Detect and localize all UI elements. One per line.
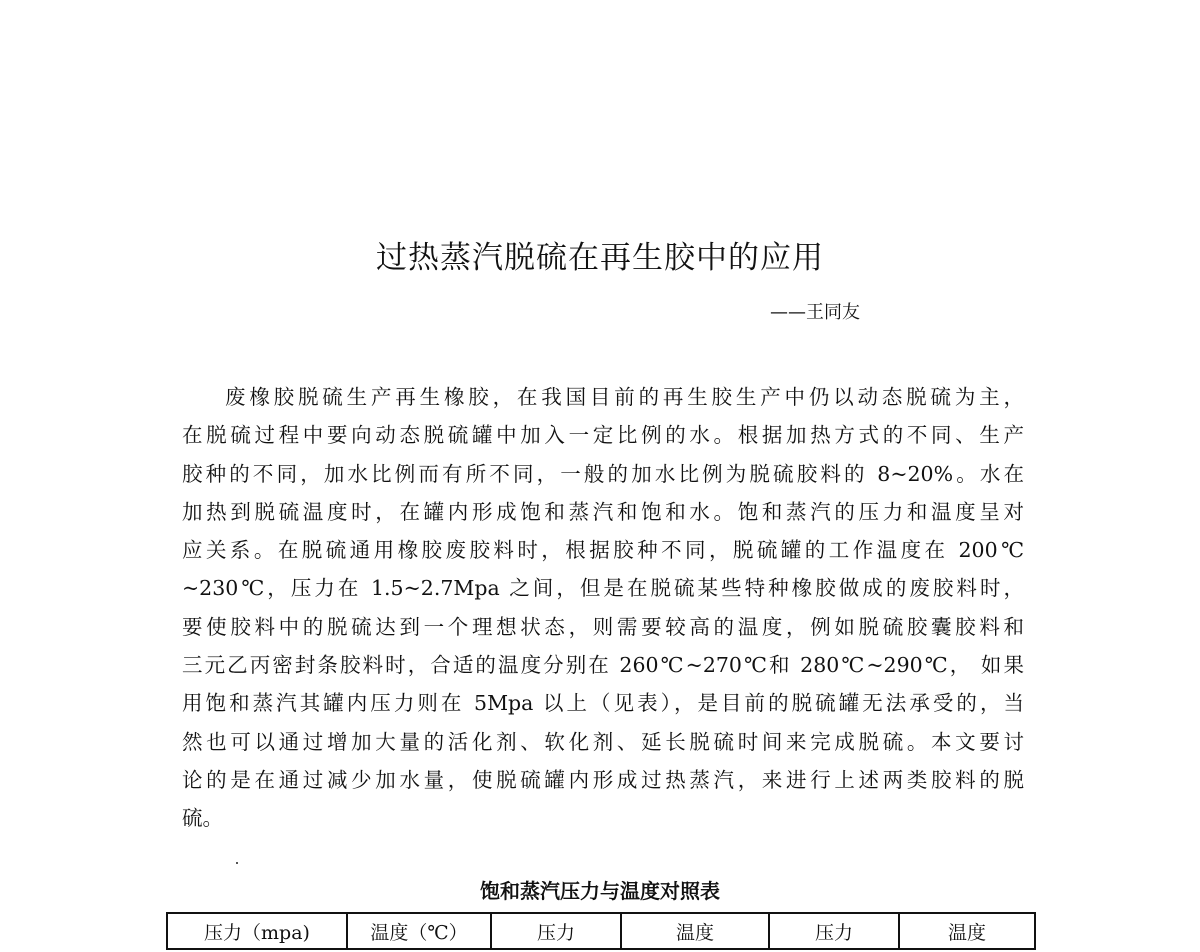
table-header-row [167, 913, 1035, 949]
document-title: 过热蒸汽脱硫在再生胶中的应用 [376, 240, 824, 276]
pressure-temperature-table [166, 912, 1036, 950]
table-header-cell: 压力 [769, 913, 899, 949]
paragraph-line: 应关系。在脱硫通用橡胶废胶料时，根据胶种不同，脱硫罐的工作温度在 200℃ [182, 538, 1024, 563]
paragraph-line: 用饱和蒸汽其罐内压力则在 5Mpa 以上（见表），是目前的脱硫罐无法承受的，当 [182, 691, 1024, 716]
table-header-cell: 压力 [491, 913, 621, 949]
paragraph-line: 废橡胶脱硫生产再生橡胶，在我国目前的再生胶生产中仍以动态脱硫为主， [225, 385, 1024, 409]
author-line: ——王同友 [770, 302, 860, 323]
table-header-cell: 温度 [899, 913, 1035, 949]
table-header-cell: 温度 [621, 913, 769, 949]
paragraph-line: 胶种的不同，加水比例而有所不同，一般的加水比例为脱硫胶料的 8~20%。水在 [182, 461, 1024, 486]
body-paragraph [182, 378, 1024, 838]
paragraph-line: 论的是在通过减少加水量，使脱硫罐内形成过热蒸汽，来进行上述两类胶料的脱 [182, 767, 1024, 792]
paragraph-line: 在脱硫过程中要向动态脱硫罐中加入一定比例的水。根据加热方式的不同、生产 [182, 423, 1024, 448]
table-header-cell: 压力（mpa) [167, 913, 347, 949]
paragraph-line: ~230℃，压力在 1.5~2.7Mpa 之间，但是在脱硫某些特种橡胶做成的废胶料时， [182, 576, 1024, 601]
scan-speck [236, 862, 238, 864]
paragraph-line: 要使胶料中的脱硫达到一个理想状态，则需要较高的温度，例如脱硫胶囊胶料和 [182, 614, 1024, 639]
paragraph-line: 三元乙丙密封条胶料时，合适的温度分别在 260℃~270℃和 280℃~290℃， 如果 [182, 653, 1024, 678]
table-caption: 饱和蒸汽压力与温度对照表 [480, 879, 720, 903]
paragraph-line: 然也可以通过增加大量的活化剂、软化剂、延长脱硫时间来完成脱硫。本文要讨 [182, 729, 1024, 754]
table-header-cell: 温度（℃） [347, 913, 491, 949]
paragraph-line: 加热到脱硫温度时，在罐内形成饱和蒸汽和饱和水。饱和蒸汽的压力和温度呈对 [182, 499, 1024, 524]
paragraph-line: 硫。 [182, 806, 223, 831]
